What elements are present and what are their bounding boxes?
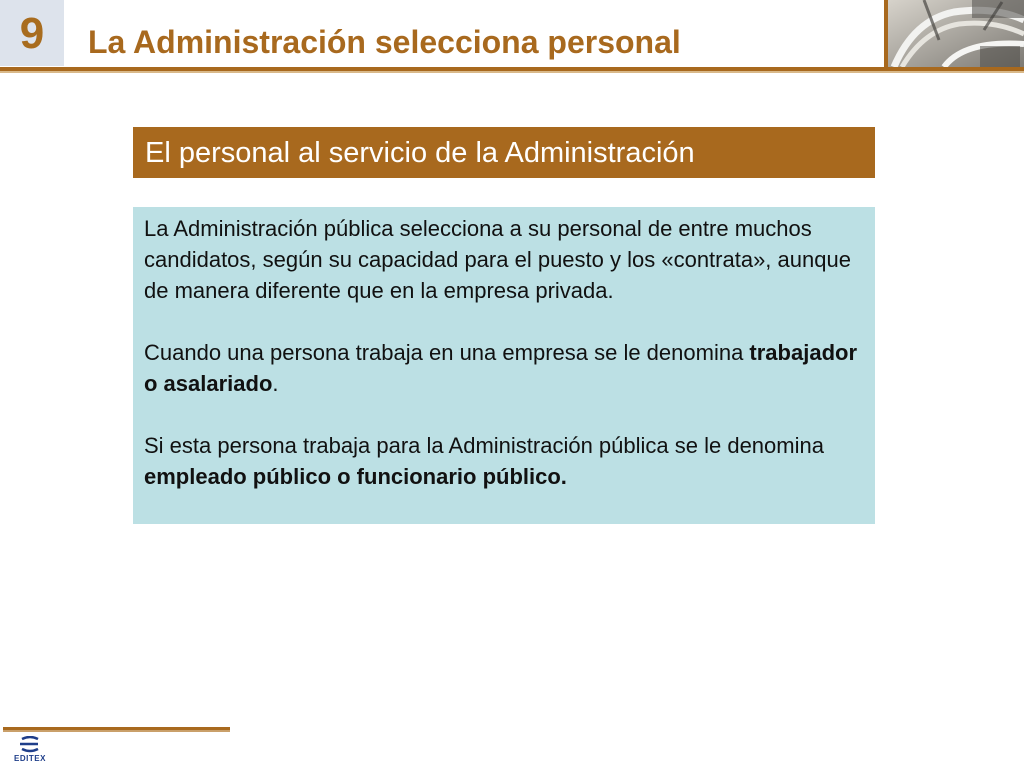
- paragraph-2-text: Cuando una persona trabaja en una empresa se le denomina: [144, 340, 750, 365]
- editex-logo: [8, 736, 52, 766]
- header-rule-light: [0, 71, 1024, 73]
- paragraph-2-bold: trabajador o asalariado: [144, 340, 858, 396]
- editex-logo-icon: [8, 736, 52, 754]
- content-box: [133, 207, 875, 524]
- bookshelf-photo-icon: [884, 0, 1024, 67]
- paragraph-3: [144, 430, 864, 492]
- footer-rule-shadow: [3, 730, 230, 732]
- chapter-box: [0, 0, 64, 66]
- paragraph-3-bold: empleado público o funcionario público.: [144, 464, 567, 489]
- paragraph-2: [144, 337, 864, 399]
- section-heading: El personal al servicio de la Administración: [145, 137, 695, 169]
- header-photo: [884, 0, 1024, 67]
- logo-text: EDITEX: [14, 754, 46, 763]
- chapter-number: 9: [19, 9, 45, 58]
- slide-title: La Administración selecciona personal: [88, 24, 681, 60]
- content-text: [144, 213, 864, 492]
- paragraph-1: La Administración pública selecciona a su personal de entre muchos candidatos, según su capacidad para el puesto y los «contrata», aunque de manera diferente que en la empresa privada.: [144, 216, 851, 303]
- paragraph-2-end: .: [272, 371, 279, 396]
- section-heading-bar: [133, 127, 875, 178]
- paragraph-3-text: Si esta persona trabaja para la Administración pública se le denomina: [144, 433, 824, 458]
